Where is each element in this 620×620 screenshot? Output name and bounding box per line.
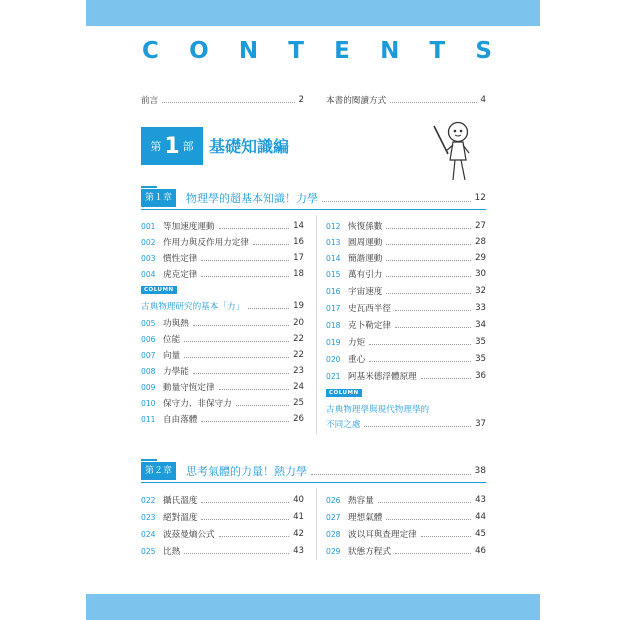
toc-entry[interactable] bbox=[326, 250, 486, 266]
leader-dots bbox=[386, 228, 471, 229]
entry-number: 025 bbox=[141, 546, 156, 556]
toc-entry[interactable] bbox=[141, 218, 304, 234]
entry-label: 理想氣體 bbox=[348, 513, 383, 523]
entry-label: 保守力、非保守力 bbox=[163, 399, 232, 409]
entry-page: 22 bbox=[293, 334, 304, 344]
part-number: 1 bbox=[164, 133, 180, 159]
leader-dots bbox=[311, 474, 471, 475]
entry-page: 20 bbox=[293, 318, 304, 328]
entry-number: 005 bbox=[141, 318, 156, 328]
entry-number: 019 bbox=[326, 337, 341, 347]
entry-label: 自由落體 bbox=[163, 415, 198, 425]
top-color-band bbox=[86, 0, 540, 26]
leader-dots bbox=[201, 260, 289, 261]
chapter-page: 12 bbox=[474, 193, 486, 203]
toc-entry[interactable] bbox=[326, 300, 486, 316]
entry-label: 力學能 bbox=[163, 367, 189, 377]
toc-entry[interactable] bbox=[141, 266, 304, 282]
entry-label: 作用力與反作用力定律 bbox=[163, 238, 249, 248]
entry-number: 027 bbox=[326, 512, 341, 522]
chapter-2-heading[interactable] bbox=[141, 462, 486, 480]
entry-page: 44 bbox=[475, 512, 486, 522]
toc-entry-column[interactable] bbox=[141, 298, 304, 314]
leader-dots bbox=[184, 357, 289, 358]
entry-page: 43 bbox=[293, 546, 304, 556]
entry-page: 27 bbox=[475, 221, 486, 231]
title-letter: T bbox=[288, 38, 304, 64]
leader-dots bbox=[253, 244, 289, 245]
leader-dots bbox=[236, 405, 289, 406]
toc-entry[interactable] bbox=[141, 331, 304, 347]
entry-page: 26 bbox=[293, 414, 304, 424]
chapter-mark bbox=[141, 459, 157, 461]
entry-number: 004 bbox=[141, 269, 156, 279]
entry-number: 023 bbox=[141, 512, 156, 522]
toc-entry[interactable] bbox=[141, 543, 304, 559]
entry-page: 35 bbox=[475, 354, 486, 364]
entry-page: 25 bbox=[293, 398, 304, 408]
toc-entry[interactable] bbox=[141, 234, 304, 250]
chapter-label: 第２章 bbox=[141, 462, 176, 480]
entry-page: 45 bbox=[475, 529, 486, 539]
title-letter: T bbox=[429, 38, 446, 64]
entry-page: 24 bbox=[293, 382, 304, 392]
entry-number: 002 bbox=[141, 237, 156, 247]
entry-label: 動量守恆定律 bbox=[163, 383, 215, 393]
toc-entry[interactable] bbox=[141, 363, 304, 379]
leader-dots bbox=[386, 293, 471, 294]
entry-label: 熱容量 bbox=[348, 496, 374, 506]
entry-label: 比熱 bbox=[163, 547, 181, 557]
toc-entry[interactable] bbox=[326, 266, 486, 282]
entry-label: 功與熱 bbox=[163, 319, 189, 329]
entry-number: 016 bbox=[326, 286, 341, 296]
entry-number: 014 bbox=[326, 253, 341, 263]
column-divider bbox=[316, 488, 317, 560]
toc-entry[interactable] bbox=[326, 234, 486, 250]
toc-entry[interactable] bbox=[326, 526, 486, 542]
leader-dots bbox=[386, 244, 471, 245]
toc-entry[interactable] bbox=[326, 492, 486, 508]
bottom-color-band bbox=[86, 594, 540, 620]
entry-number: 017 bbox=[326, 303, 341, 313]
entry-page: 35 bbox=[475, 337, 486, 347]
toc-entry-column-line2[interactable] bbox=[326, 416, 486, 432]
toc-entry[interactable] bbox=[141, 411, 304, 427]
leader-dots bbox=[369, 361, 471, 362]
title-letter: C bbox=[142, 38, 159, 64]
column-divider bbox=[316, 215, 317, 435]
entry-label: 本書的閱讀方式 bbox=[326, 96, 387, 106]
entry-page: 46 bbox=[475, 546, 486, 556]
entry-page: 34 bbox=[475, 320, 486, 330]
entry-label: 阿基米德浮體原理 bbox=[348, 372, 417, 382]
entry-label: 虎克定律 bbox=[163, 270, 198, 280]
column-badge: COLUMN bbox=[141, 286, 177, 294]
entry-page: 33 bbox=[475, 303, 486, 313]
entry-label: 史瓦西半徑 bbox=[348, 304, 391, 314]
entry-page: 32 bbox=[475, 286, 486, 296]
title-letter: N bbox=[238, 38, 259, 64]
title-letter: S bbox=[475, 38, 492, 64]
leader-dots bbox=[193, 373, 289, 374]
toc-entry[interactable] bbox=[326, 334, 486, 350]
leader-dots bbox=[201, 519, 289, 520]
entry-number: 013 bbox=[326, 237, 341, 247]
entry-label: 向量 bbox=[163, 351, 181, 361]
part-suffix: 部 bbox=[182, 140, 194, 153]
leader-dots bbox=[162, 102, 294, 103]
leader-dots bbox=[219, 389, 289, 390]
entry-label: 波茲曼熵公式 bbox=[163, 530, 215, 540]
part-title[interactable]: 基礎知識編 bbox=[209, 137, 290, 156]
leader-dots bbox=[386, 519, 471, 520]
leader-dots bbox=[219, 536, 289, 537]
toc-entry[interactable] bbox=[141, 492, 304, 508]
toc-entry[interactable] bbox=[326, 351, 486, 367]
entry-page: 17 bbox=[293, 253, 304, 263]
toc-entry[interactable] bbox=[326, 317, 486, 333]
leader-dots bbox=[201, 276, 289, 277]
leader-dots bbox=[386, 276, 471, 277]
chapter-1-heading[interactable] bbox=[141, 189, 486, 207]
leader-dots bbox=[421, 378, 471, 379]
entry-page: 36 bbox=[475, 371, 486, 381]
part-badge bbox=[141, 127, 203, 165]
leader-dots bbox=[395, 327, 471, 328]
toc-entry[interactable] bbox=[141, 509, 304, 525]
entry-label: 克卜勒定律 bbox=[348, 321, 391, 331]
entry-page: 4 bbox=[480, 95, 486, 105]
chapter-underline bbox=[141, 209, 486, 210]
entry-number: 018 bbox=[326, 320, 341, 330]
entry-number: 020 bbox=[326, 354, 341, 364]
leader-dots bbox=[390, 102, 476, 103]
entry-label: 圓周運動 bbox=[348, 238, 383, 248]
entry-page: 16 bbox=[293, 237, 304, 247]
entry-page: 42 bbox=[293, 529, 304, 539]
entry-label: 簡諧運動 bbox=[348, 254, 383, 264]
toc-entry[interactable] bbox=[141, 379, 304, 395]
toc-entry[interactable] bbox=[141, 347, 304, 363]
chapter-label: 第１章 bbox=[141, 189, 176, 207]
entry-number: 001 bbox=[141, 221, 156, 231]
toc-entry[interactable] bbox=[326, 218, 486, 234]
entry-number: 028 bbox=[326, 529, 341, 539]
entry-number: 012 bbox=[326, 221, 341, 231]
leader-dots bbox=[395, 310, 471, 311]
entry-label: 狀態方程式 bbox=[348, 547, 391, 557]
chapter-title: 物理學的超基本知識！力學 bbox=[186, 192, 319, 205]
toc-entry[interactable] bbox=[141, 526, 304, 542]
entry-page: 18 bbox=[293, 269, 304, 279]
entry-label: 古典物理研究的基本「力」 bbox=[141, 302, 245, 312]
contents-title bbox=[142, 38, 492, 64]
toc-entry[interactable] bbox=[141, 315, 304, 331]
leader-dots bbox=[369, 344, 471, 345]
entry-number: 009 bbox=[141, 382, 156, 392]
entry-page: 30 bbox=[475, 269, 486, 279]
entry-number: 024 bbox=[141, 529, 156, 539]
entry-number: 010 bbox=[141, 398, 156, 408]
entry-label: 重心 bbox=[348, 355, 366, 365]
chapter-title: 思考氣體的力量！熱力學 bbox=[186, 465, 308, 478]
entry-label: 慣性定律 bbox=[163, 254, 198, 264]
toc-entry[interactable] bbox=[141, 250, 304, 266]
entry-label: 波以耳與查理定律 bbox=[348, 530, 417, 540]
leader-dots bbox=[201, 421, 289, 422]
entry-number: 015 bbox=[326, 269, 341, 279]
entry-page: 43 bbox=[475, 495, 486, 505]
entry-page: 19 bbox=[293, 301, 304, 311]
leader-dots bbox=[219, 228, 289, 229]
entry-label: 前言 bbox=[141, 96, 159, 106]
leader-dots bbox=[322, 201, 471, 202]
leader-dots bbox=[395, 553, 471, 554]
toc-entry-preface[interactable] bbox=[141, 92, 304, 108]
entry-number: 011 bbox=[141, 414, 156, 424]
entry-label: 攝氏溫度 bbox=[163, 496, 198, 506]
chapter-page: 38 bbox=[474, 466, 486, 476]
part-prefix: 第 bbox=[150, 140, 162, 153]
entry-number: 021 bbox=[326, 371, 341, 381]
leader-dots bbox=[421, 536, 471, 537]
leader-dots bbox=[201, 502, 289, 503]
entry-number: 003 bbox=[141, 253, 156, 263]
title-letter: N bbox=[380, 38, 400, 64]
toc-entry-how-to-read[interactable] bbox=[326, 92, 486, 108]
entry-page: 40 bbox=[293, 495, 304, 505]
entry-label: 等加速度運動 bbox=[163, 222, 215, 232]
chapter-mark bbox=[141, 186, 157, 188]
chapter-underline bbox=[141, 482, 486, 483]
leader-dots bbox=[378, 502, 471, 503]
entry-page: 23 bbox=[293, 366, 304, 376]
entry-label: 古典物理學與現代物理學的 bbox=[326, 405, 430, 415]
leader-dots bbox=[184, 553, 289, 554]
leader-dots bbox=[184, 341, 289, 342]
title-letter: E bbox=[334, 38, 350, 64]
entry-label: 恢復係數 bbox=[348, 222, 383, 232]
entry-page: 2 bbox=[298, 95, 304, 105]
toc-entry[interactable] bbox=[326, 543, 486, 559]
entry-label: 不同之處 bbox=[326, 420, 361, 430]
entry-label: 位能 bbox=[163, 335, 181, 345]
toc-entry[interactable] bbox=[326, 509, 486, 525]
entry-number: 006 bbox=[141, 334, 156, 344]
entry-page: 28 bbox=[475, 237, 486, 247]
leader-dots bbox=[364, 426, 471, 427]
entry-number: 022 bbox=[141, 495, 156, 505]
entry-label: 力矩 bbox=[348, 338, 366, 348]
leader-dots bbox=[193, 325, 289, 326]
toc-entry[interactable] bbox=[141, 395, 304, 411]
entry-page: 41 bbox=[293, 512, 304, 522]
entry-number: 026 bbox=[326, 495, 341, 505]
entry-page: 37 bbox=[475, 419, 486, 429]
toc-entry[interactable] bbox=[326, 368, 486, 384]
mascot-pointing-icon bbox=[428, 118, 490, 184]
entry-page: 29 bbox=[475, 253, 486, 263]
entry-label: 宇宙速度 bbox=[348, 287, 383, 297]
entry-number: 007 bbox=[141, 350, 156, 360]
entry-number: 029 bbox=[326, 546, 341, 556]
leader-dots bbox=[386, 260, 471, 261]
leader-dots bbox=[248, 308, 289, 309]
entry-page: 14 bbox=[293, 221, 304, 231]
column-badge: COLUMN bbox=[326, 389, 362, 397]
title-letter: O bbox=[189, 38, 209, 64]
entry-label: 絕對溫度 bbox=[163, 513, 198, 523]
entry-page: 22 bbox=[293, 350, 304, 360]
toc-entry-column-line1[interactable] bbox=[326, 401, 486, 417]
toc-entry[interactable] bbox=[326, 283, 486, 299]
entry-label: 萬有引力 bbox=[348, 270, 383, 280]
entry-number: 008 bbox=[141, 366, 156, 376]
